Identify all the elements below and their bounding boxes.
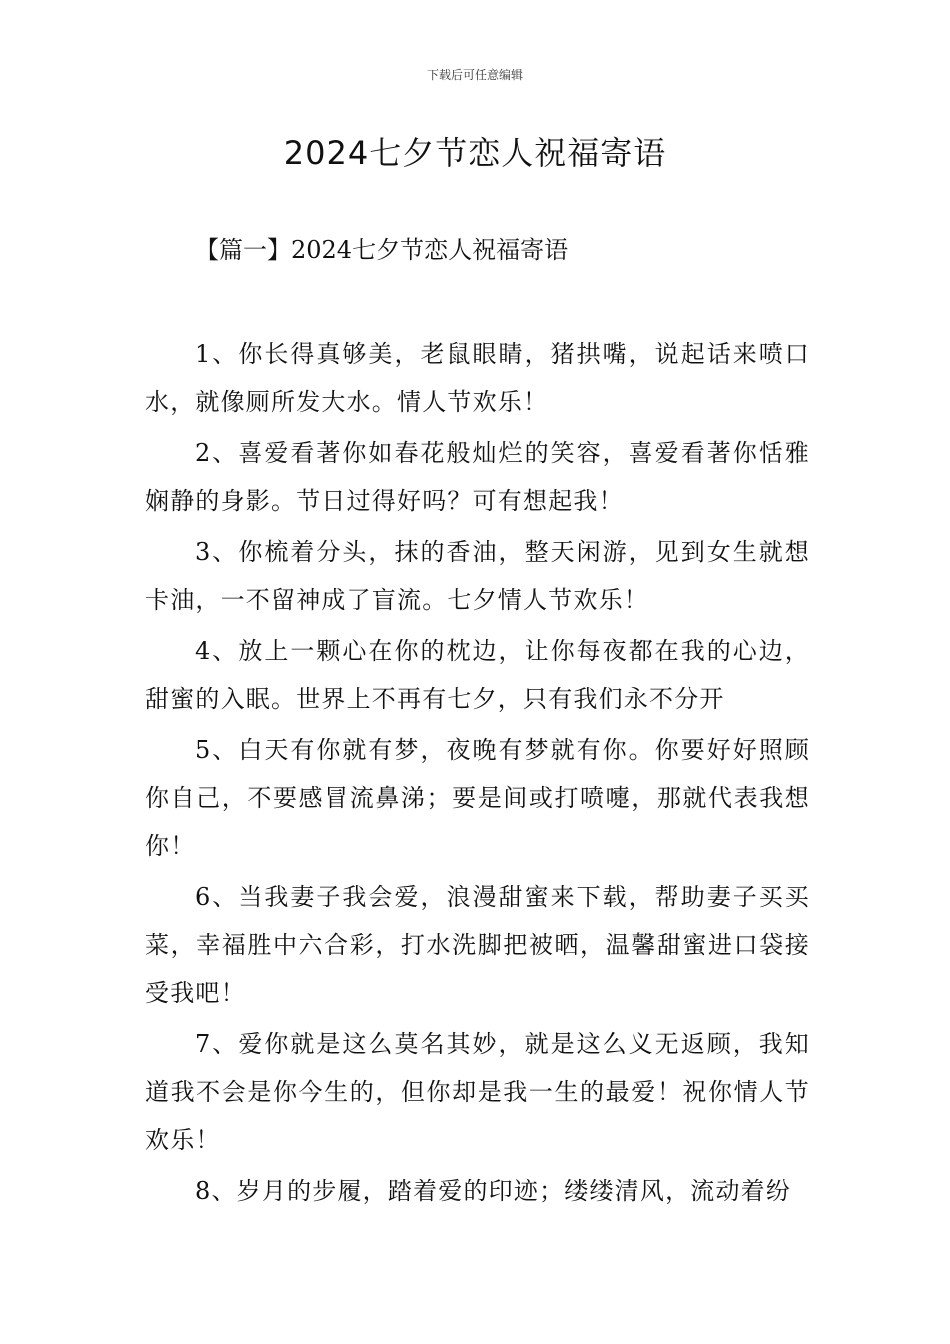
greeting-item-7: 7、爱你就是这么莫名其妙，就是这么义无返顾，我知道我不会是你今生的，但你却是我一生的最爱！祝你情人节欢乐！: [145, 1030, 810, 1154]
greeting-item-6: 6、当我妻子我会爱，浪漫甜蜜来下载，帮助妻子买买菜，幸福胜中六合彩，打水洗脚把被晒，温馨甜蜜进口袋接受我吧！: [145, 883, 810, 1007]
document-title: 2024七夕节恋人祝福寄语: [283, 134, 667, 172]
greeting-item-3: 3、你梳着分头，抹的香油，整天闲游，见到女生就想卡油，一不留神成了盲流。七夕情人节欢乐！: [145, 538, 810, 614]
greeting-item-2: 2、喜爱看著你如春花般灿烂的笑容，喜爱看著你恬雅娴静的身影。节日过得好吗？可有想起我！: [145, 439, 810, 515]
section-heading: 【篇一】2024七夕节恋人祝福寄语: [195, 236, 569, 264]
greeting-item-5: 5、白天有你就有梦，夜晚有梦就有你。你要好好照顾你自己，不要感冒流鼻涕；要是间或打喷嚏，那就代表我想你！: [145, 736, 810, 860]
greeting-item-1: 1、你长得真够美，老鼠眼睛，猪拱嘴，说起话来喷口水，就像厕所发大水。情人节欢乐！: [145, 340, 810, 416]
greeting-item-4: 4、放上一颗心在你的枕边，让你每夜都在我的心边，甜蜜的入眠。世界上不再有七夕，只有我们永不分开: [145, 637, 810, 713]
greeting-item-8: 8、岁月的步履，踏着爱的印迹；缕缕清风，流动着纷: [195, 1177, 792, 1205]
greeting-list: [145, 330, 810, 1215]
header-note: 下载后可任意编辑: [426, 68, 523, 82]
